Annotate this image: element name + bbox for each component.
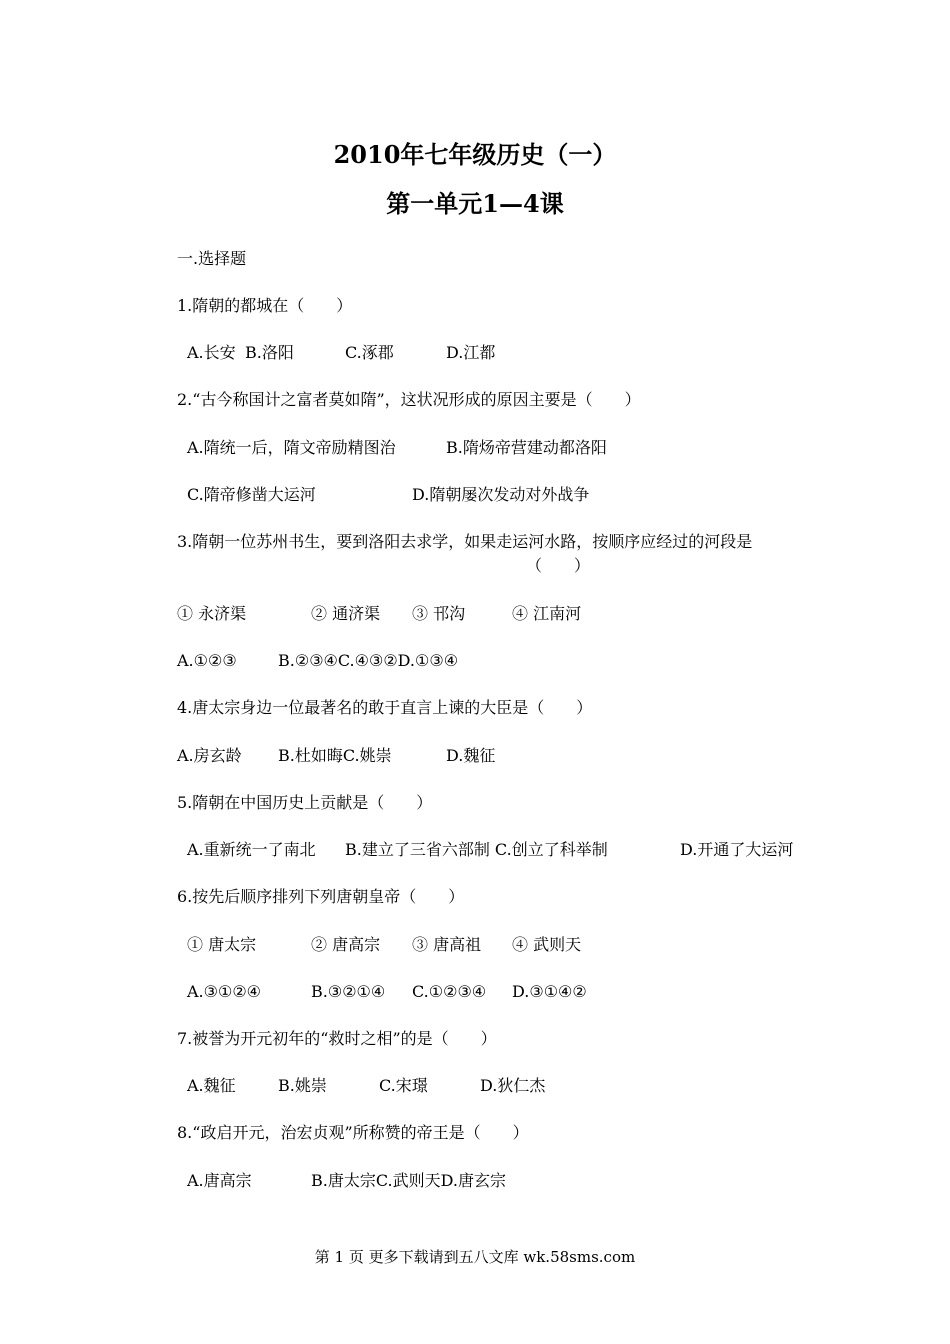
- q6-item-3: ③ 唐高祖: [412, 935, 482, 954]
- q6-item-4: ④ 武则天: [512, 935, 582, 954]
- document-title: 2010年七年级历史（一）: [333, 140, 617, 169]
- q1-option-a: A.长安: [187, 343, 236, 362]
- q3-option-a: A.①②③: [177, 651, 237, 670]
- q3-item-4: ④ 江南河: [512, 604, 582, 623]
- q2-option-b: B.隋炀帝营建动都洛阳: [446, 438, 607, 457]
- q7-option-d: D.狄仁杰: [480, 1076, 546, 1095]
- q7-option-c: C.宋璟: [379, 1076, 428, 1095]
- q3-answer-paren: （ ）: [526, 556, 591, 575]
- q2-option-d: D.隋朝屡次发动对外战争: [412, 485, 590, 504]
- q2-option-c: C.隋帝修凿大运河: [187, 485, 316, 504]
- question-1: 1.隋朝的都城在（ ）: [177, 296, 353, 315]
- q3-item-1: ① 永济渠: [177, 604, 247, 623]
- q6-item-2: ② 唐高宗: [311, 935, 381, 954]
- q6-option-d: D.③①④②: [512, 982, 587, 1001]
- q6-option-b: B.③②①④: [311, 982, 386, 1001]
- page-footer: 第 1 页 更多下载请到五八文库 wk.58sms.com: [314, 1248, 636, 1266]
- document-subtitle: 第一单元1—4课: [386, 189, 564, 218]
- q8-option-a: A.唐高宗: [187, 1171, 252, 1190]
- q2-option-a: A.隋统一后，隋文帝励精图治: [187, 438, 396, 457]
- q5-option-a: A.重新统一了南北: [187, 840, 316, 859]
- section-heading: 一.选择题: [177, 249, 247, 268]
- question-4: 4.唐太宗身边一位最著名的敢于直言上谏的大臣是（ ）: [177, 698, 593, 717]
- q7-option-a: A.魏征: [187, 1076, 236, 1095]
- q6-item-1: ① 唐太宗: [187, 935, 257, 954]
- q4-option-d: D.魏征: [446, 746, 496, 765]
- question-8: 8.“政启开元，治宏贞观”所称赞的帝王是（ ）: [177, 1123, 529, 1142]
- q6-option-a: A.③①②④: [187, 982, 262, 1001]
- question-5: 5.隋朝在中国历史上贡献是（ ）: [177, 793, 433, 812]
- question-2: 2.“古今称国计之富者莫如隋”，这状况形成的原因主要是（ ）: [177, 390, 641, 409]
- q1-option-b: B.洛阳: [245, 343, 294, 362]
- q4-option-a: A.房玄龄: [177, 746, 242, 765]
- q3-item-3: ③ 邗沟: [412, 604, 466, 623]
- q6-option-c: C.①②③④: [412, 982, 487, 1001]
- question-6: 6.按先后顺序排列下列唐朝皇帝（ ）: [177, 887, 465, 906]
- question-7: 7.被誉为开元初年的“救时之相”的是（ ）: [177, 1029, 497, 1048]
- q3-options-bcd: B.②③④C.④③②D.①③④: [278, 651, 459, 670]
- q7-option-b: B.姚崇: [278, 1076, 327, 1095]
- q5-options-bc: B.建立了三省六部制 C.创立了科举制: [345, 840, 608, 859]
- q8-options-bcd: B.唐太宗C.武则天D.唐玄宗: [311, 1171, 506, 1190]
- question-3: 3.隋朝一位苏州书生，要到洛阳去求学，如果走运河水路，按顺序应经过的河段是: [177, 532, 753, 551]
- q1-option-d: D.江都: [446, 343, 496, 362]
- q3-item-2: ② 通济渠: [311, 604, 381, 623]
- q4-options-bc: B.杜如晦C.姚崇: [278, 746, 392, 765]
- q1-option-c: C.涿郡: [345, 343, 394, 362]
- q5-option-d: D.开通了大运河: [680, 840, 794, 859]
